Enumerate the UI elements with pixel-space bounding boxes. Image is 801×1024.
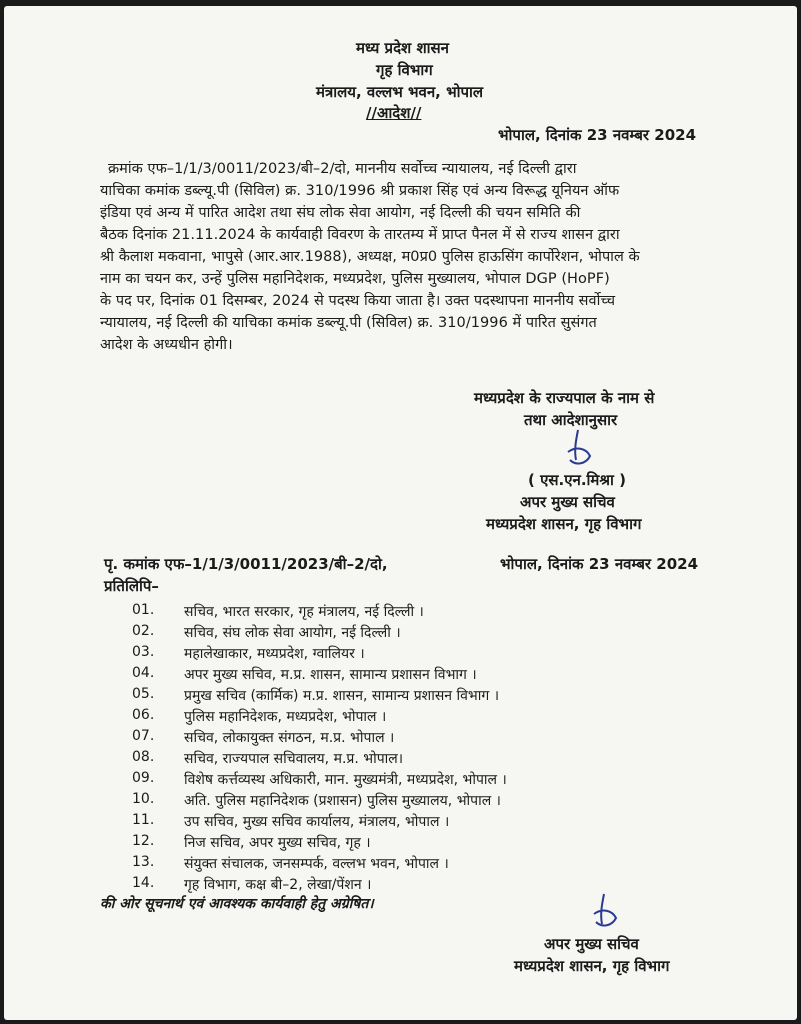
copy-item-text: महालेखाकार, मध्यप्रदेश, ग्वालियर । (184, 646, 365, 662)
order-body-line: नाम का चयन कर, उन्हें पुलिस महानिदेशक, मध्यप्रदेश, पुलिस मुख्यालय, भोपाल DGP (HoPF) (100, 271, 610, 287)
copy-item-number: 13. (132, 854, 155, 870)
copy-item-text: उप सचिव, मुख्य सचिव कार्यालय, मंत्रालय, भोपाल । (184, 814, 450, 830)
copy-item-text: अति. पुलिस महानिदेशक (प्रशासन) पुलिस मुख्यालय, भोपाल । (184, 793, 501, 809)
signature-scribble-2 (584, 890, 630, 936)
header-government: मध्य प्रदेश शासन (356, 39, 450, 57)
signatory-department-2: मध्यप्रदेश शासन, गृह विभाग (514, 957, 670, 975)
header-department: गृह विभाग (376, 61, 433, 79)
signature-authority-line: मध्यप्रदेश के राज्यपाल के नाम से (474, 389, 655, 407)
order-body-line: न्यायालय, नई दिल्ली की याचिका कमांक डब्ल्यू.पी (सिविल) क्र. 310/1996 में पारित सुसंगत (100, 315, 597, 331)
order-body-line: बैठक दिनांक 21.11.2024 के कार्यवाही विवरण के तारतम्य में प्राप्त पैनल में से राज्य शासन द्वारा (100, 227, 620, 243)
copy-item-number: 03. (132, 644, 155, 660)
copy-item-number: 08. (132, 749, 155, 765)
copy-item-number: 07. (132, 728, 155, 744)
copy-item-text: निज सचिव, अपर मुख्य सचिव, गृह । (184, 835, 371, 851)
copy-item-text: सचिव, लोकायुक्त संगठन, म.प्र. भोपाल । (184, 730, 395, 746)
order-body-line: श्री कैलाश मकवाना, भापुसे (आर.आर.1988), अध्यक्ष, म0प्र0 पुलिस हाऊसिंग कार्पोरेशन, भोपाल के (100, 249, 640, 265)
order-title: //आदेश// (366, 104, 422, 122)
signatory-designation: अपर मुख्य सचिव (520, 493, 615, 511)
copy-item-text: पुलिस महानिदेशक, मध्यप्रदेश, भोपाल । (184, 709, 387, 725)
copy-item-text: सचिव, भारत सरकार, गृह मंत्रालय, नई दिल्ली । (184, 604, 424, 620)
copy-item-number: 02. (132, 623, 155, 639)
copy-label: प्रतिलिपि– (104, 577, 159, 595)
order-place-date: भोपाल, दिनांक 23 नवम्बर 2024 (498, 126, 697, 144)
copy-item-number: 12. (132, 833, 155, 849)
copy-item-number: 06. (132, 707, 155, 723)
copy-item-text: गृह विभाग, कक्ष बी–2, लेखा/पेंशन । (184, 877, 372, 893)
endorsement-place-date: भोपाल, दिनांक 23 नवम्बर 2024 (500, 555, 699, 573)
endorsement-ref: पृ. कमांक एफ–1/1/3/0011/2023/बी–2/दो, (104, 555, 388, 573)
document-page (4, 6, 797, 1020)
copy-item-number: 11. (132, 812, 155, 828)
signature-scribble-1 (556, 426, 604, 474)
copy-item-text: संयुक्त संचालक, जनसम्पर्क, वल्लभ भवन, भोपाल । (184, 856, 449, 872)
order-body-line: क्रमांक एफ–1/1/3/0011/2023/बी–2/दो, माननीय सर्वोच्च न्यायालय, नई दिल्ली द्वारा (108, 161, 577, 177)
copy-item-number: 09. (132, 770, 155, 786)
endorsement-closing: की ओर सूचनार्थ एवं आवश्यक कार्यवाही हेतु अग्रेषित। (100, 896, 374, 912)
copy-item-text: विशेष कर्त्तव्यस्थ अधिकारी, मान. मुख्यमंत्री, मध्यप्रदेश, भोपाल । (184, 772, 507, 788)
copy-item-number: 01. (132, 602, 155, 618)
header-address: मंत्रालय, वल्लभ भवन, भोपाल (316, 83, 484, 101)
order-body-line: इंडिया एवं अन्य में पारित आदेश तथा संघ लोक सेवा आयोग, नई दिल्ली की चयन समिति की (100, 205, 581, 221)
copy-item-number: 04. (132, 665, 155, 681)
copy-item-text: सचिव, राज्यपाल सचिवालय, म.प्र. भोपाल। (184, 751, 404, 767)
order-body-line: आदेश के अध्यधीन होगी। (100, 337, 233, 353)
copy-item-text: अपर मुख्य सचिव, म.प्र. शासन, सामान्य प्रशासन विभाग । (184, 667, 477, 683)
signatory-designation-2: अपर मुख्य सचिव (544, 935, 639, 953)
copy-item-text: सचिव, संघ लोक सेवा आयोग, नई दिल्ली । (184, 625, 401, 641)
copy-item-number: 14. (132, 875, 155, 891)
order-body-line: याचिका कमांक डब्ल्यू.पी (सिविल) क्र. 310/1996 श्री प्रकाश सिंह एवं अन्य विरूद्ध यूनियन ऑफ (100, 183, 620, 199)
signature-authority-line: तथा आदेशानुसार (524, 411, 618, 429)
signatory-department: मध्यप्रदेश शासन, गृह विभाग (486, 515, 642, 533)
signatory-name: ( एस.एन.मिश्रा ) (528, 471, 626, 489)
order-body-line: के पद पर, दिनांक 01 दिसम्बर, 2024 से पदस्थ किया जाता है। उक्त पदस्थापना माननीय सर्वोच्च (100, 293, 616, 309)
copy-item-text: प्रमुख सचिव (कार्मिक) म.प्र. शासन, सामान्य प्रशासन विभाग । (184, 688, 500, 704)
copy-item-number: 05. (132, 686, 155, 702)
copy-item-number: 10. (132, 791, 155, 807)
